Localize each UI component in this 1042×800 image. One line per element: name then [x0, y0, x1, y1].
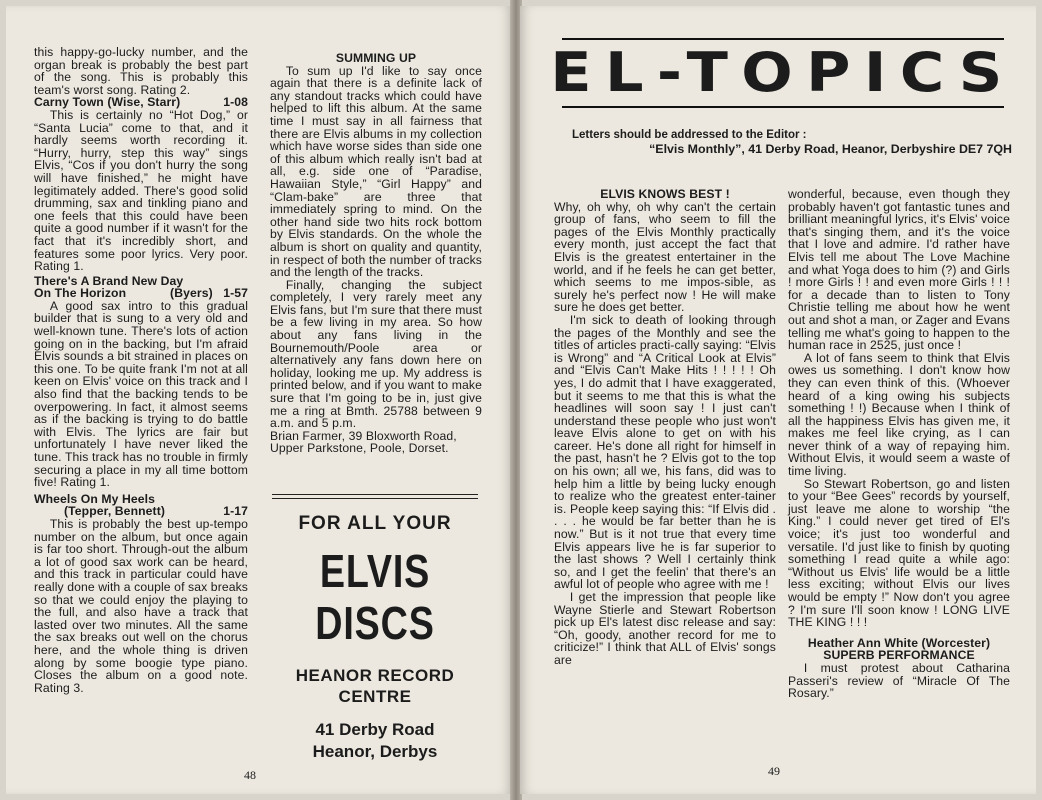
- paragraph: Finally, changing the subject completely, I very rarely meet any Elvis fans, but I'm sure that there must be a few living in my area. So how about any fans living in the Bournemouth/Poole area or alternatively any fans down here on holiday, looking me up. My address is printed below, and if you want to make sure that I'm going to be in, just give me a ring at Bmth. 25788 between 9 a.m. and 5 p.m.: [270, 277, 482, 431]
- track-heading: [34, 493, 248, 518]
- track-time: 1-57: [223, 286, 248, 301]
- paragraph: A good sax intro to this gradual builder that is sung to a very old and well-known tune. There's lots of action going on in the backing, but I'm afraid Elvis sounds a bit strained in places on this one. To be quite frank I'm not at all keen on Elvis' voice on this track and I also find that the backing tends to be overpowering. In fact, it almost seems as if the backing is trying to do battle with Elvis. The lyrics are fair but unfortunately I have never liked the tune. This track has no trouble in firmly securing a place in my all time bottom five! Rating 1.: [34, 298, 249, 490]
- editor-address-note: [572, 128, 1012, 156]
- letter-heading: SUPERB PERFORMANCE: [823, 648, 975, 663]
- masthead-title: EL-TOPICS: [550, 41, 1016, 104]
- signature-line: Brian Farmer, 39 Bloxworth Road,: [270, 428, 457, 443]
- left-column-1: [34, 46, 248, 694]
- page-number: 49: [768, 764, 780, 778]
- left-page: [6, 6, 512, 794]
- track-title: Carny Town (Wise, Starr): [34, 95, 181, 110]
- ad-tagline: FOR ALL YOUR: [298, 513, 452, 534]
- paragraph: A lot of fans seem to think that Elvis owes us something. I don't know how they can even think of this. (Whoever heard of a king owing his subjects something ! !) Because when I think of all the happiness Elvis has given me, it makes me feel like crying, as I can never think of a way of repaying him. Without Elvis, it would seem a waste of time living.: [788, 350, 1010, 479]
- paragraph: Why, oh why, oh why can't the certain group of fans, who seem to fill the pages of the Elvis Monthly practically every month, just accept the fact that Elvis is the greatest entertainer in the world, and if he feels he can get better, which seems to me impos-sible, as surely he's perfect now ! He will make sure he does get better.: [554, 199, 776, 315]
- paragraph: This is certainly no “Hot Dog,” or “Santa Lucia” come to that, and it hardly seems worth recording it. “Hurry, hurry, step this way” sings Elvis, “Cos if you don't hurry the song will have finished,” he might have legitimately added. There's good solid drumming, sax and tinkling piano and one feels that this could have been quite a good number if it wasn't for the fact that it's incredibly short, and features some poor lyrics. Very poor. Rating 1.: [34, 107, 248, 274]
- paragraph: So Stewart Robertson, go and listen to your “Bee Gees” records by yourself, just leave me alone to worship “the King.” I could never get tired of El's voice; it's just too wonderful and versatile. I'd just like to finish by quoting something I read quite a while ago: “Without us Elvis' life would be a little less exciting; without Elvis our lives would be empty !” Now don't you agree ? I'm sure I'll soon know ! LONG LIVE THE KING ! ! !: [788, 476, 1010, 630]
- ad-shop-line: HEANOR RECORD: [295, 666, 455, 685]
- ad-shop-name: [272, 665, 478, 707]
- ad-address-line: 41 Derby Road: [315, 720, 435, 739]
- editor-address: “Elvis Monthly”, 41 Derby Road, Heanor, Derbyshire DE7 7QH: [649, 142, 1012, 156]
- paragraph: wonderful, because, even though they probably haven't got fantastic tunes and brilliant meaningful lyrics, it's Elvis' voice that's singing them, and it's the voice that I love and admire. I'd rather have Elvis tell me about The Love Machine and what Yoga does to him (?) and Girls ! more Girls ! ! and even more Girls ! ! ! for a decade than to listen to Tony Christie telling me about how he went out and shot a man, or Zager and Evans telling me what's going to happen to the human race in 2525, just once !: [788, 187, 1010, 353]
- divider: [562, 106, 1004, 108]
- left-column-2: [270, 52, 482, 455]
- paragraph: I'm sick to death of looking through the pages of the Monthly and see the titles of articles practi-cally saying: “Elvis is Wrong” and “A Critical Look at Elvis” and “Elvis Can't Make Hits ! ! ! ! ! Oh yes, I do admit that I have exaggerated, but it seems to me that this is what the headlines will soon say ! I just can't understand these people who just won't leave Elvis alone to get on with his career. He's done all right for himself in the past, hasn't he ? Elvis got to the top on his own; all we, his fans, did was to help him a little by being lucky enough to realize who the greatest enter-tainer is. People keep saying this: “If Elvis did . . . . he would be far better than he is now.” But is it not true that every time Elvis appears live he is far superior to the last shows ? Well I certainly think so, and I get the feelin' that there's an awful lot of people who agree with me !: [554, 312, 777, 592]
- track-credit: (Byers): [170, 286, 213, 301]
- track-time: 1-17: [223, 504, 248, 519]
- signature-line: Upper Parkstone, Poole, Dorset.: [270, 441, 449, 456]
- track-title: Wheels On My Heels: [34, 491, 156, 506]
- note-line: Letters should be addressed to the Editor :: [572, 129, 807, 141]
- ad-headline: DISCS: [315, 597, 435, 649]
- ad-headline: ELVIS: [319, 545, 431, 597]
- paragraph: To sum up I'd like to say once again that there is a definite lack of any standout tracks which could have helped to lift this album. At the same time I must say in all fairness that there are Elvis albums in my collection which have worse sides than side one of this album which really isn't bad at all, e.g. side one of “Paradise, Hawaiian Style,” “Girl Happy” and “Clam-bake” are three that immediately spring to mind. On the other hand side two hits rock bottom by Elvis standards. On the whole the album is short on quality and quantity, in respect of both the number of tracks and the length of the tracks.: [270, 63, 482, 280]
- paragraph: this happy-go-lucky number, and the organ break is probably the best part of the song. This is probably this team's worst song. Rating 2.: [34, 45, 248, 97]
- right-page: [520, 6, 1036, 794]
- track-title-cont: On The Horizon: [34, 286, 127, 301]
- ad-address-line: Heanor, Derbys: [312, 742, 438, 761]
- right-column-1: [554, 188, 776, 667]
- page-number: 48: [244, 768, 256, 782]
- right-column-2: [788, 188, 1010, 700]
- track-title: There's A Brand New Day: [34, 273, 184, 288]
- paragraph: This is probably the best up-tempo number on the album, but once again is far too short. Through-out the album a lot of good sax work can be heard, and this track in particular could have really done with a couple of sax breaks so that we could enjoy the playing to the full, and also have a track that lasted over two minutes. All the same the sax breaks out well on the chorus here, and the whole thing is driven along by some boogie type piano. Closes the album on a good note. Rating 3.: [34, 516, 248, 695]
- letter-signature: Heather Ann White (Worcester): [807, 635, 991, 650]
- track-credit: (Tepper, Bennett): [64, 504, 166, 519]
- ad-address: [272, 719, 478, 763]
- advertisement: [272, 494, 478, 778]
- letter-heading: ELVIS KNOWS BEST !: [600, 187, 730, 201]
- paragraph: I must protest about Catharina Passeri's review of “Miracle Of The Rosary.”: [788, 660, 1010, 701]
- section-heading: SUMMING UP: [335, 51, 417, 65]
- paragraph: I get the impression that people like Wayne Stierle and Stewart Robertson pick up El's latest disc release and say: “Oh, goody, another record for me to criticize!” I think that ALL of Elvis' songs are: [554, 590, 776, 667]
- ad-shop-line: CENTRE: [338, 687, 412, 706]
- divider: [272, 494, 478, 499]
- track-heading: [34, 275, 248, 300]
- masthead: [550, 38, 1016, 108]
- track-time: 1-08: [223, 95, 248, 110]
